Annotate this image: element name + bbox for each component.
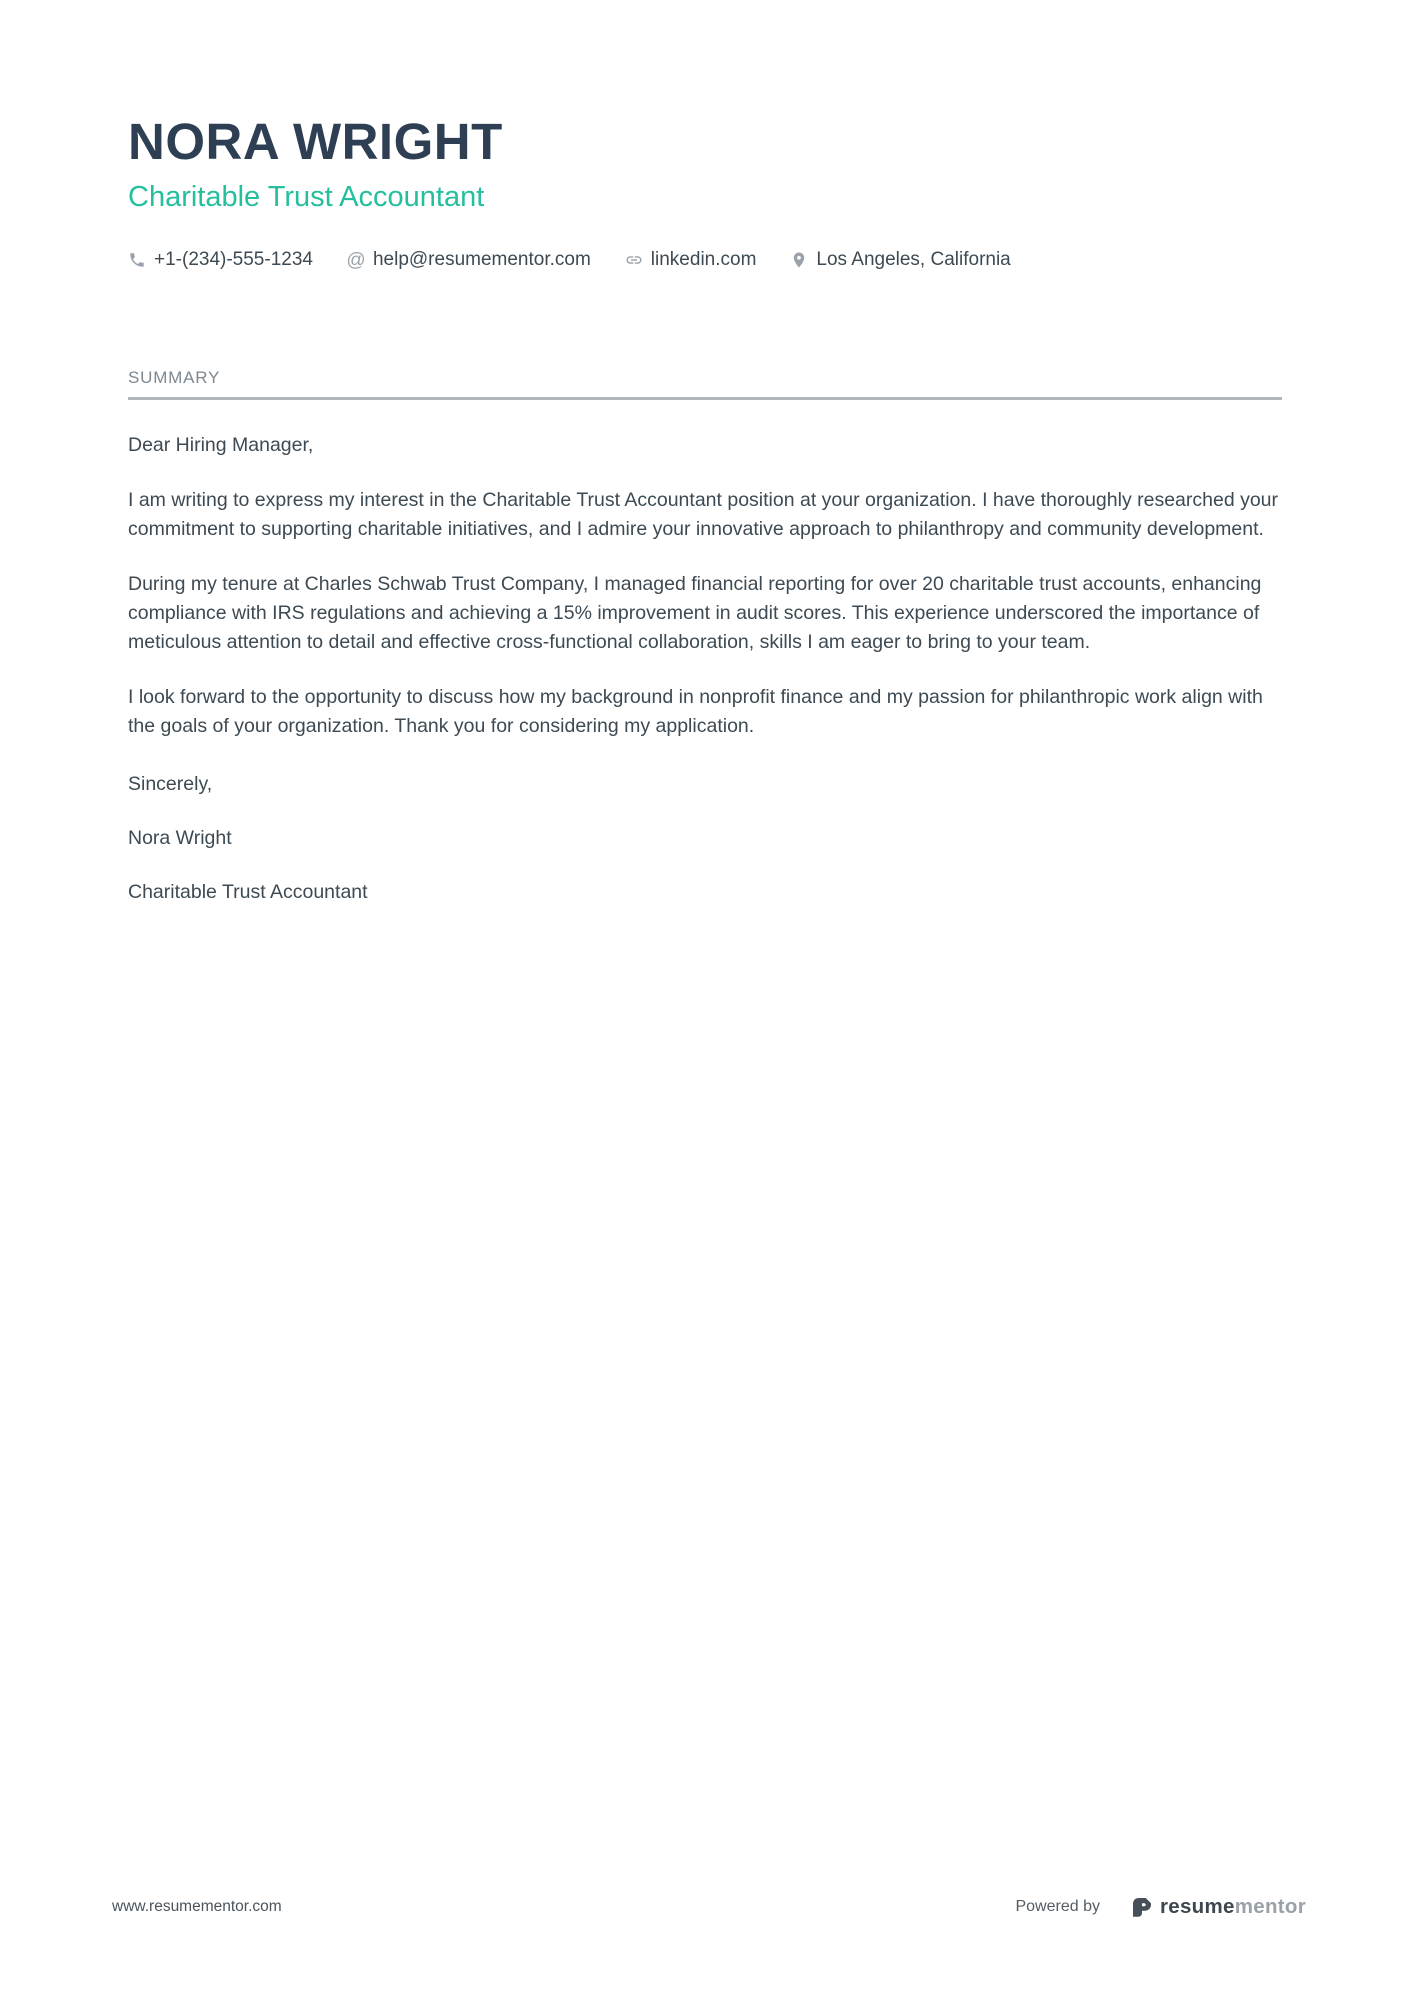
powered-by-label: Powered by	[1015, 1898, 1100, 1915]
powered-by	[1015, 1895, 1306, 1919]
contact-row	[128, 249, 1282, 271]
contact-location-text: Los Angeles, California	[816, 249, 1011, 270]
contact-email[interactable]	[347, 249, 591, 271]
brand-part1: resume	[1159, 1895, 1235, 1918]
letter-paragraph: During my tenure at Charles Schwab Trust Company, I managed financial reporting for over 20 charitable trust accounts, enhancing compliance with IRS regulations and achieving a 15% improvement in audit scores. This experience underscored the importance of meticulous attention to detail and effective cross-functional collaboration, skills I am eager to bring to your team.	[128, 573, 1262, 653]
section-label: SUMMARY	[128, 368, 221, 387]
location-pin-icon	[790, 251, 808, 269]
signature-name: Nora Wright	[128, 827, 232, 849]
brand-part2: mentor	[1234, 1895, 1306, 1918]
page-footer	[112, 1895, 1306, 1919]
job-title: Charitable Trust Accountant	[128, 181, 485, 213]
contact-website[interactable]	[625, 249, 757, 271]
letter-paragraph: I look forward to the opportunity to discuss how my background in nonprofit finance and my passion for philanthropic work align with the goals of your organization. Thank you for considering my application.	[128, 686, 1263, 737]
link-icon	[625, 251, 643, 269]
phone-icon	[128, 251, 146, 269]
page-title: NORA WRIGHT	[128, 113, 503, 170]
letter-paragraph: I am writing to express my interest in the Charitable Trust Accountant position at your organization. I have thoroughly researched your commitment to supporting charitable initiatives, and I admire your innovative approach to philanthropy and community development.	[128, 489, 1279, 540]
contact-website-text: linkedin.com	[650, 249, 757, 270]
contact-email-text: help@resumementor.com	[372, 249, 591, 270]
at-icon: @	[346, 249, 366, 271]
signature-title: Charitable Trust Accountant	[128, 881, 368, 903]
closing: Sincerely,	[128, 773, 213, 795]
brand-logo-text	[1160, 1895, 1306, 1919]
salutation: Dear Hiring Manager,	[128, 434, 314, 456]
brand-logo-link[interactable]	[1130, 1895, 1306, 1919]
resumementor-logo-icon	[1130, 1895, 1154, 1919]
footer-site-link[interactable]: www.resumementor.com	[112, 1898, 282, 1915]
contact-location	[790, 249, 1010, 271]
section-divider	[128, 397, 1282, 400]
contact-phone	[128, 249, 313, 271]
summary-section	[128, 368, 1282, 907]
contact-phone-text: +1-(234)-555-1234	[154, 249, 313, 270]
header	[128, 0, 1282, 271]
